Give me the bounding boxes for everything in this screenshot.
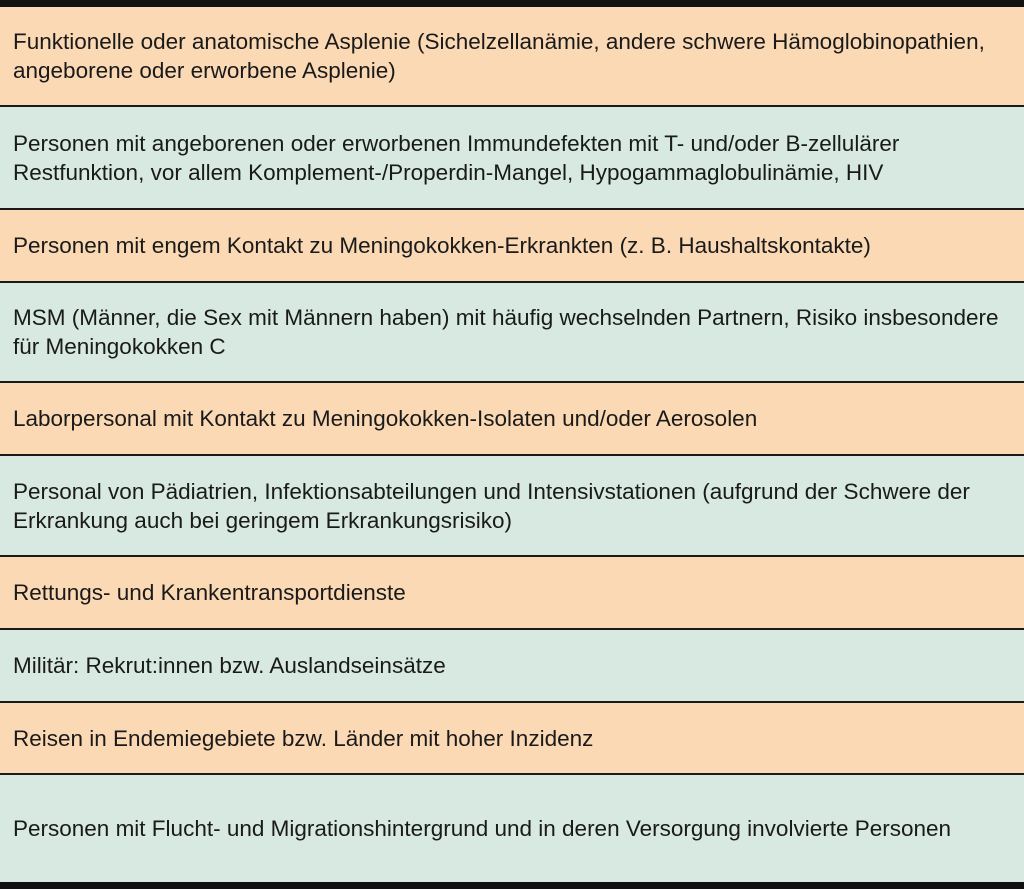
table-row [0,7,1024,107]
table-cell: Funktionelle oder anatomische Asplenie (Sichelzellanämie, andere schwere Hämoglobinopathien, angeborene oder erworbene Asplenie) [13,29,985,83]
table-cell: Laborpersonal mit Kontakt zu Meningokokken-Isolaten und/oder Aerosolen [13,406,758,431]
table-row [0,283,1024,383]
table-cell: Personen mit Flucht- und Migrationshintergrund und in deren Versorgung involvierte Personen [13,816,952,841]
table-row [0,630,1024,703]
table-cell: Reisen in Endemiegebiete bzw. Länder mit hoher Inzidenz [13,725,594,751]
table-row [0,210,1024,283]
table-cell: Rettungs- und Krankentransportdienste [13,580,406,605]
table-cell: MSM (Männer, die Sex mit Männern haben) mit häufig wechselnden Partnern, Risiko insbesondere für Meningokokken C [13,305,999,359]
table-cell: Personal von Pädiatrien, Infektionsabteilungen und Intensivstationen (aufgrund der Schwere der Erkrankung auch bei geringem Erkrankungsrisiko) [13,478,970,533]
table-cell: Militär: Rekrut:innen bzw. Auslandseinsätze [13,653,446,678]
table-cell: Personen mit engem Kontakt zu Meningokokken-Erkrankten (z. B. Haushaltskontakte) [13,233,871,258]
table-row [0,107,1024,210]
table-row [0,703,1024,775]
table-row [0,383,1024,456]
table-row [0,456,1024,557]
table-row [0,775,1024,882]
table-row [0,557,1024,630]
table-cell: Personen mit angeborenen oder erworbenen Immundefekten mit T- und/oder B-zellulärer Restfunktion, vor allem Komplement-/Properdin-Mangel, Hypogammaglobulinämie, HIV [13,130,900,185]
